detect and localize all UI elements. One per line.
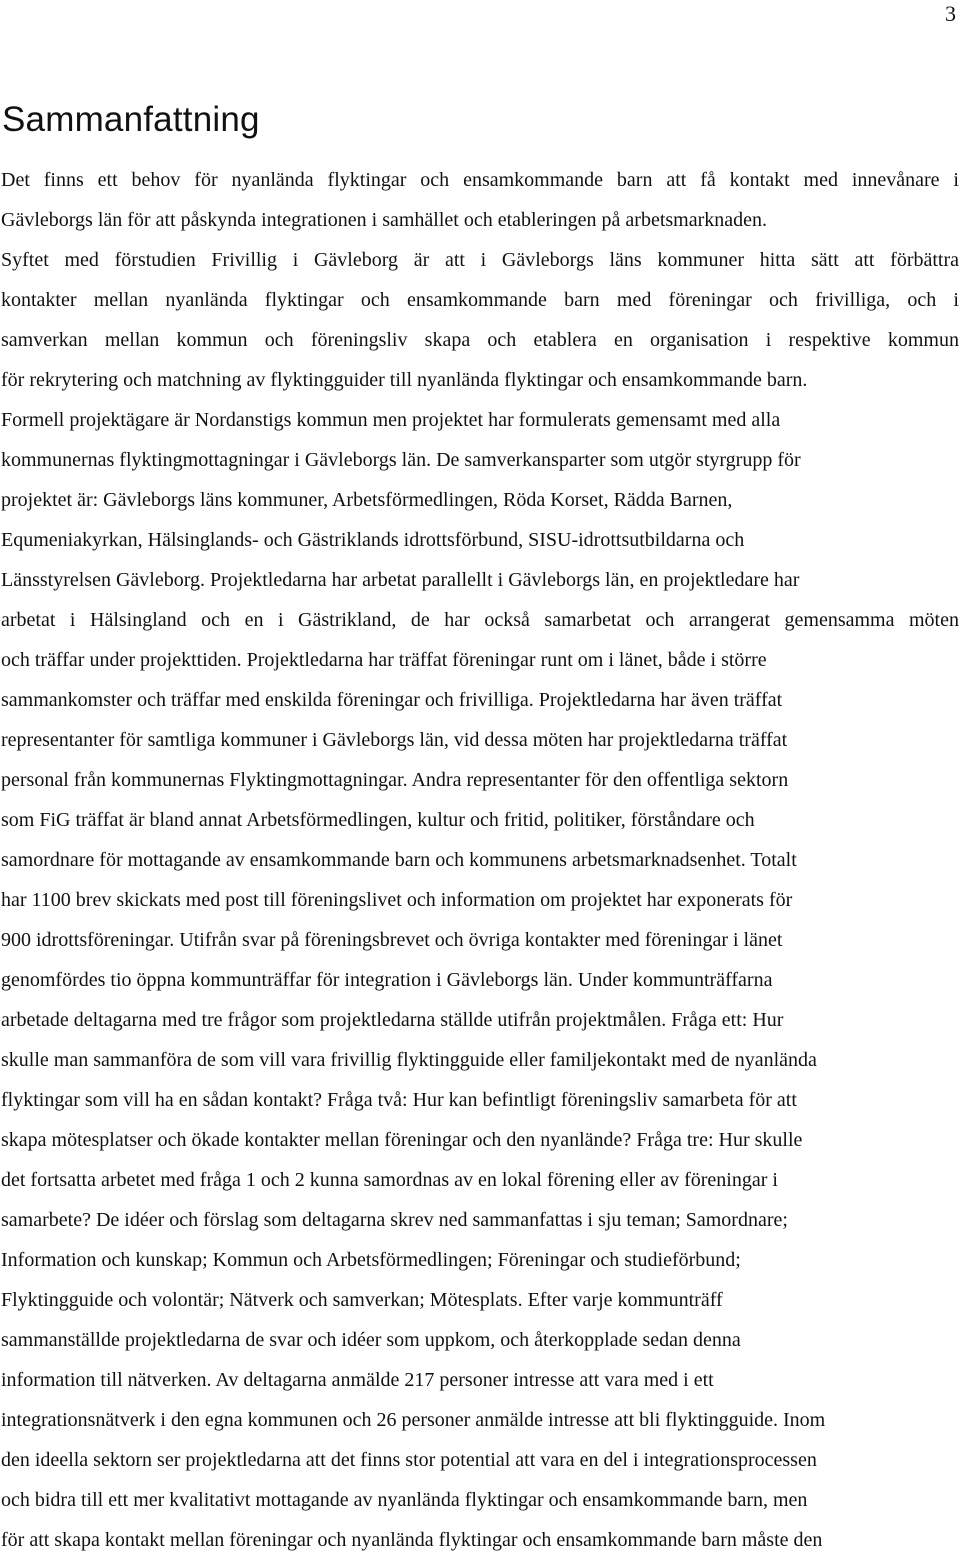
paragraph-line: Länsstyrelsen Gävleborg. Projektledarna har arbetat parallellt i Gävleborgs län, en projektledare har: [1, 569, 800, 591]
section-heading: Sammanfattning: [2, 100, 260, 139]
paragraph-line: och bidra till ett mer kvalitativt mottagande av nyanlända flyktingar och ensamkommande barn, men: [1, 1489, 808, 1511]
summary-paragraph: [1, 160, 959, 1560]
paragraph-line: och träffar under projekttiden. Projektledarna har träffat föreningar runt om i länet, både i större: [1, 649, 767, 671]
paragraph-line: sammanställde projektledarna de svar och idéer som uppkom, och återkopplade sedan denna: [1, 1329, 741, 1351]
paragraph-line: kommunernas flyktingmottagningar i Gävleborgs län. De samverkansparter som utgör styrgrupp för: [1, 449, 801, 471]
paragraph-line: skapa mötesplatser och ökade kontakter mellan föreningar och den nyanlände? Fråga tre: Hur skulle: [1, 1129, 803, 1151]
paragraph-line: arbetat i Hälsingland och en i Gästrikland, de har också samarbetat och arrangerat gemensamma möten: [1, 609, 959, 631]
paragraph-line: Gävleborgs län för att påskynda integrationen i samhället och etableringen på arbetsmarknaden.: [1, 209, 768, 231]
paragraph-line: samordnare för mottagande av ensamkommande barn och kommunens arbetsmarknadsenhet. Totalt: [1, 849, 797, 871]
paragraph-line: samarbete? De idéer och förslag som deltagarna skrev ned sammanfattas i sju teman; Samordnare;: [1, 1209, 788, 1231]
paragraph-line: som FiG träffat är bland annat Arbetsförmedlingen, kultur och fritid, politiker, förståndare och: [1, 809, 755, 831]
paragraph-line: Information och kunskap; Kommun och Arbetsförmedlingen; Föreningar och studieförbund;: [1, 1249, 741, 1271]
paragraph-line: projektet är: Gävleborgs läns kommuner, Arbetsförmedlingen, Röda Korset, Rädda Barnen,: [1, 489, 733, 511]
page-number: 3: [945, 1, 956, 26]
paragraph-line: samverkan mellan kommun och föreningsliv skapa och etablera en organisation i respektive kommun: [1, 329, 959, 351]
paragraph-line: för att skapa kontakt mellan föreningar och nyanlända flyktingar och ensamkommande barn måste den: [1, 1529, 823, 1551]
paragraph-line: det fortsatta arbetet med fråga 1 och 2 kunna samordnas av en lokal förening eller av föreningar i: [1, 1169, 778, 1191]
paragraph-line: sammankomster och träffar med enskilda föreningar och frivilliga. Projektledarna har även träffat: [1, 689, 783, 711]
paragraph-line: kontakter mellan nyanlända flyktingar och ensamkommande barn med föreningar och frivilliga, och i: [1, 289, 959, 311]
paragraph-line: representanter för samtliga kommuner i Gävleborgs län, vid dessa möten har projektledarna träffat: [1, 729, 788, 751]
paragraph-line: personal från kommunernas Flyktingmottagningar. Andra representanter för den offentliga sektorn: [1, 769, 789, 791]
paragraph-line: 900 idrottsföreningar. Utifrån svar på föreningsbrevet och övriga kontakter med föreningar i länet: [1, 929, 783, 951]
paragraph-line: information till nätverken. Av deltagarna anmälde 217 personer intresse att vara med i ett: [1, 1369, 714, 1391]
paragraph-line: Syftet med förstudien Frivillig i Gävleborg är att i Gävleborgs läns kommuner hitta sätt att förbättra: [1, 249, 959, 271]
paragraph-line: Equmeniakyrkan, Hälsinglands- och Gästriklands idrottsförbund, SISU-idrottsutbildarna och: [1, 529, 745, 551]
paragraph-line: Flyktingguide och volontär; Nätverk och samverkan; Mötesplats. Efter varje kommunträff: [1, 1289, 723, 1311]
paragraph-line: Formell projektägare är Nordanstigs kommun men projektet har formulerats gemensamt med alla: [1, 409, 781, 431]
paragraph-line: genomfördes tio öppna kommunträffar för integration i Gävleborgs län. Under kommunträffarna: [1, 969, 773, 991]
paragraph-line: har 1100 brev skickats med post till föreningslivet och information om projektet har exponerats för: [1, 889, 793, 911]
paragraph-line: för rekrytering och matchning av flyktingguider till nyanlända flyktingar och ensamkommande barn.: [1, 369, 808, 391]
paragraph-line: flyktingar som vill ha en sådan kontakt? Fråga två: Hur kan befintligt föreningsliv samarbeta för att: [1, 1089, 797, 1111]
paragraph-line: integrationsnätverk i den egna kommunen och 26 personer anmälde intresse att bli flyktingguide. Inom: [1, 1409, 826, 1431]
paragraph-line: skulle man sammanföra de som vill vara frivillig flyktingguide eller familjekontakt med de nyanlända: [1, 1049, 817, 1071]
paragraph-line: den ideella sektorn ser projektledarna att det finns stor potential att vara en del i integrationsprocessen: [1, 1449, 817, 1471]
paragraph-line: Det finns ett behov för nyanlända flyktingar och ensamkommande barn att få kontakt med innevånare i: [1, 169, 959, 191]
paragraph-line: arbetade deltagarna med tre frågor som projektledarna ställde utifrån projektmålen. Fråga ett: Hur: [1, 1009, 784, 1031]
